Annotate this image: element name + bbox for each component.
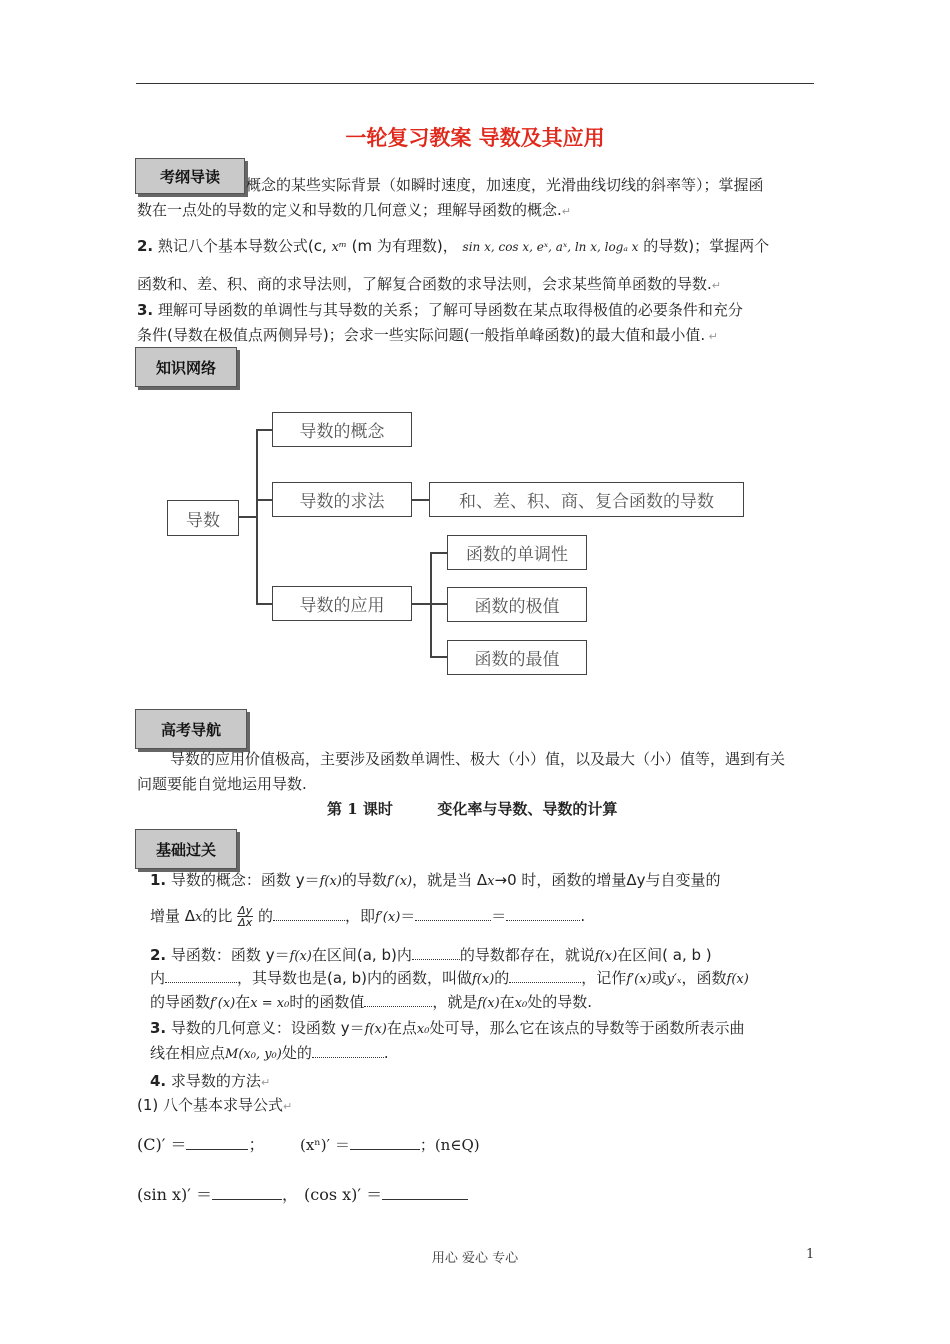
diagram-method-box — [272, 482, 412, 517]
basics-text-2c-d: ，就是 — [432, 993, 478, 1011]
diagram-method-detail-box — [429, 482, 744, 517]
diagram-max-box — [447, 640, 587, 675]
exam-line-1 — [170, 746, 785, 772]
fill-blank[interactable] — [415, 904, 491, 921]
diagram-max-label: 函数的最值 — [474, 650, 560, 670]
diagram-monotonic-box — [447, 535, 587, 570]
connector-root-v — [256, 429, 258, 604]
math-fpx: f′(x) — [386, 874, 413, 889]
fill-blank[interactable] — [382, 1183, 468, 1200]
formula-sin-prime-text: (sin x)′ ＝ — [137, 1185, 212, 1204]
connector-max — [430, 656, 447, 658]
basics-text-2a-c: 的导数都存在，就说 — [459, 946, 595, 964]
diagram-extremum-label: 函数的极值 — [474, 597, 560, 617]
basics-item-1a — [150, 867, 721, 895]
basics-text-2c-a: 的导函数 — [150, 993, 211, 1011]
diagram-concept-label: 导数的概念 — [299, 422, 385, 442]
paragraph-mark-icon: ↵ — [705, 330, 718, 343]
formula-sin-prime: (sin x)′ ＝ ， — [137, 1185, 298, 1204]
outline-line-3a — [137, 297, 743, 323]
basics-text-2a-b: 在区间(a, b)内 — [311, 946, 412, 964]
fill-blank[interactable] — [506, 904, 580, 921]
math-fx: f(x) — [477, 996, 500, 1011]
page-title: 一轮复习教案 导数及其应用 — [345, 126, 605, 150]
math-x-power-m: xᵐ — [331, 240, 347, 255]
math-fraction-dy-dx — [237, 905, 253, 928]
diagram-extremum-box — [447, 587, 587, 622]
math-x: x — [487, 874, 495, 889]
basics-text-4-1: (1) 八个基本求导公式 — [137, 1096, 284, 1114]
section-label-basics — [135, 829, 237, 869]
basics-text-2a: 导函数：函数 y＝ — [170, 946, 290, 964]
connector-application — [256, 603, 272, 605]
formula-c-prime: (C)′ ＝ ； — [137, 1135, 265, 1154]
diagram-root-label: 导数 — [186, 510, 220, 531]
fill-blank[interactable] — [186, 1133, 248, 1150]
paragraph-mark-icon: ↵ — [283, 1100, 293, 1113]
outline-num-2: 2. — [137, 237, 154, 255]
basics-text-3b-b: 处的 — [281, 1044, 312, 1062]
basics-item-3a — [150, 1015, 744, 1043]
basics-text-2c-c: 时的函数值 — [289, 993, 365, 1011]
outline-text-1b: 数在一点处的导数的定义和导数的几何意义；理解导函数的概念. — [137, 201, 562, 219]
connector-method-detail — [412, 499, 429, 501]
basics-num-1: 1. — [150, 871, 167, 889]
section-label-outline-text: 考纲导读 — [159, 167, 220, 186]
math-x0: x₀ — [416, 1022, 430, 1037]
basics-text-1a-d: →0 时，函数的增量 — [494, 871, 627, 889]
lesson-number: 第 1 课时 — [327, 800, 393, 818]
outline-line-3b — [137, 322, 718, 350]
math-fpx: f′(x) — [210, 996, 236, 1011]
basics-text-2b-e: 或 — [651, 969, 667, 987]
basics-text-3a: 导数的几何意义：设函数 y＝ — [170, 1019, 365, 1037]
exam-text-1: 导数的应用价值极高，主要涉及函数单调性、极大（小）值，以及最大（小）值等，遇到有关 — [170, 750, 786, 768]
math-x-eq-x0: x = x₀ — [250, 996, 290, 1011]
connector-method — [256, 499, 272, 501]
math-delta-y: Δy — [626, 871, 646, 889]
exam-line-2 — [137, 771, 307, 797]
outline-func-list: sin x, cos x, eˣ, aˣ, ln x, logₐ x — [462, 240, 639, 254]
outline-line-1b — [137, 197, 571, 225]
diagram-application-box — [272, 586, 412, 621]
outline-line-2a — [137, 233, 769, 261]
basics-text-2c-f: 处的导数. — [527, 993, 592, 1011]
basics-text-2b-f: ，函数 — [681, 969, 727, 987]
diagram-concept-box — [272, 412, 412, 447]
section-label-network — [135, 347, 237, 387]
connector-root-h — [238, 516, 256, 518]
outline-text-2a-post: 的导数)；掌握两个 — [643, 237, 770, 255]
fill-blank[interactable] — [312, 1041, 384, 1058]
formula-xn-prime-text: (xⁿ)′ ＝ — [300, 1136, 350, 1154]
connector-extremum — [430, 603, 447, 605]
math-fx: f(x) — [319, 874, 342, 889]
math-fx: f(x) — [289, 949, 312, 964]
math-fpx: f′(x) — [375, 910, 401, 925]
formula-xn-condition: ；(n∈Q) — [419, 1136, 480, 1154]
basics-text-1a-c: ，就是当 Δ — [412, 871, 488, 889]
basics-item-2c — [150, 989, 592, 1017]
section-label-exam-text: 高考导航 — [160, 720, 221, 739]
outline-num-3: 3. — [137, 301, 154, 319]
section-label-outline — [135, 158, 245, 194]
basics-num-3: 3. — [150, 1019, 167, 1037]
diagram-monotonic-label: 函数的单调性 — [466, 545, 568, 565]
outline-text-2a: 熟记八个基本导数公式(c, — [157, 237, 327, 255]
formula-c-prime-text: (C)′ ＝ — [137, 1135, 187, 1154]
math-x: x — [195, 910, 203, 925]
fill-blank[interactable] — [273, 904, 345, 921]
basics-text-2b-b: ，其导数也是(a, b)内的函数，叫做 — [237, 969, 472, 987]
basics-text-1a-e: 与自变量的 — [645, 871, 721, 889]
fraction-numerator: Δy — [238, 904, 253, 917]
fill-blank[interactable] — [212, 1183, 282, 1200]
connector-monotonic — [430, 552, 447, 554]
basics-text-1b-b: 的比 — [202, 907, 233, 925]
outline-text-3b: 条件(导数在极值点两侧异号)；会求一些实际问题(一般指单峰函数)的最大值和最小值. — [137, 326, 706, 344]
diagram-method-label: 导数的求法 — [299, 492, 385, 512]
basics-text-2b-d: ，记作 — [581, 969, 627, 987]
outline-text-3a: 理解可导函数的单调性与其导数的关系；了解可导函数在某点取得极值的必要条件和充分 — [157, 301, 743, 319]
fill-blank[interactable] — [509, 966, 581, 983]
diagram-method-detail-label: 和、差、积、商、复合函数的导数 — [459, 492, 714, 512]
outline-line-1a — [246, 172, 764, 198]
fill-blank[interactable] — [412, 943, 460, 960]
outline-text-2b: 函数和、差、积、商的求导法则，了解复合函数的求导法则，会求某些简单函数的导数. — [137, 275, 712, 293]
basics-item-4-1 — [137, 1092, 292, 1120]
basics-text-4: 求导数的方法 — [170, 1072, 261, 1090]
math-fx: f(x) — [594, 949, 618, 964]
basics-num-2: 2. — [150, 946, 167, 964]
basics-text-1b-f: ＝ — [491, 907, 507, 925]
section-label-exam — [135, 709, 247, 749]
math-fx: f(x) — [726, 972, 749, 987]
connector-concept — [256, 429, 272, 431]
math-fpx: f′(x) — [626, 972, 652, 987]
diagram-root-box — [167, 500, 239, 536]
connector-app-h — [412, 603, 430, 605]
formula-cos-prime-text: (cos x)′ ＝ — [304, 1185, 383, 1204]
basics-text-2c-b: 在 — [235, 993, 251, 1011]
lesson-topic: 变化率与导数、导数的计算 — [437, 800, 618, 818]
section-label-network-text: 知识网络 — [155, 358, 216, 377]
page-number: 1 — [806, 1247, 815, 1262]
outline-text-2a-mid: (m 为有理数)， — [351, 237, 458, 255]
lesson-heading — [327, 796, 617, 822]
basics-num-4: 4. — [150, 1072, 167, 1090]
basics-item-1b: 增量 Δx的比 $\frac{\Delta y}{\Delta x}$ 的 ，即f′(x)＝ ＝ . — [150, 904, 586, 929]
formula-cos-prime — [304, 1182, 468, 1208]
basics-text-1a: 导数的概念：函数 y＝ — [170, 871, 320, 889]
basics-text-2b-c: 的 — [494, 969, 510, 987]
basics-text-1b-d: ，即 — [345, 907, 376, 925]
basics-text-1a-b: 的导数 — [341, 871, 387, 889]
paragraph-mark-icon: ↵ — [260, 1076, 271, 1089]
fill-blank[interactable] — [165, 966, 237, 983]
formula-xn-prime — [300, 1132, 480, 1158]
section-label-basics-text: 基础过关 — [155, 840, 216, 859]
paragraph-mark-icon: ↵ — [711, 279, 721, 292]
math-x0: x₀ — [514, 996, 528, 1011]
fill-blank[interactable] — [364, 990, 432, 1007]
basics-text-2a-d: 在区间( a, b ) — [617, 946, 712, 964]
basics-text-2b-a: 内 — [150, 969, 166, 987]
outline-text-1a: 概念的某些实际背景（如瞬时速度，加速度，光滑曲线切线的斜率等）；掌握函 — [246, 176, 764, 194]
math-fx: f(x) — [471, 972, 495, 987]
fill-blank[interactable] — [350, 1133, 420, 1150]
math-point-m: M(x₀, y₀) — [225, 1047, 282, 1062]
header-rule — [136, 83, 814, 84]
exam-text-2: 问题要能自觉地运用导数. — [137, 775, 307, 793]
basics-text-3a-b: 在点 — [386, 1019, 417, 1037]
basics-text-3b-a: 线在相应点 — [150, 1044, 226, 1062]
basics-text-1b-a: 增量 Δ — [150, 907, 196, 925]
basics-text-1b-e: ＝ — [400, 907, 416, 925]
diagram-application-label: 导数的应用 — [299, 596, 385, 616]
basics-text-3a-c: 处可导，那么它在该点的导数等于函数所表示曲 — [429, 1019, 745, 1037]
fraction-denominator: Δx — [238, 916, 253, 929]
outline-line-2b — [137, 271, 721, 299]
math-fx: f(x) — [364, 1022, 387, 1037]
basics-item-3b: 线在相应点M(x₀, y₀)处的 . — [150, 1040, 389, 1068]
math-y-prime: y′ₓ — [666, 972, 682, 987]
page-footer: 用心 爱心 专心 — [431, 1251, 519, 1266]
basics-text-2c-e: 在 — [499, 993, 515, 1011]
paragraph-mark-icon: ↵ — [561, 205, 571, 218]
basics-text-1b-c: 的 — [258, 907, 274, 925]
